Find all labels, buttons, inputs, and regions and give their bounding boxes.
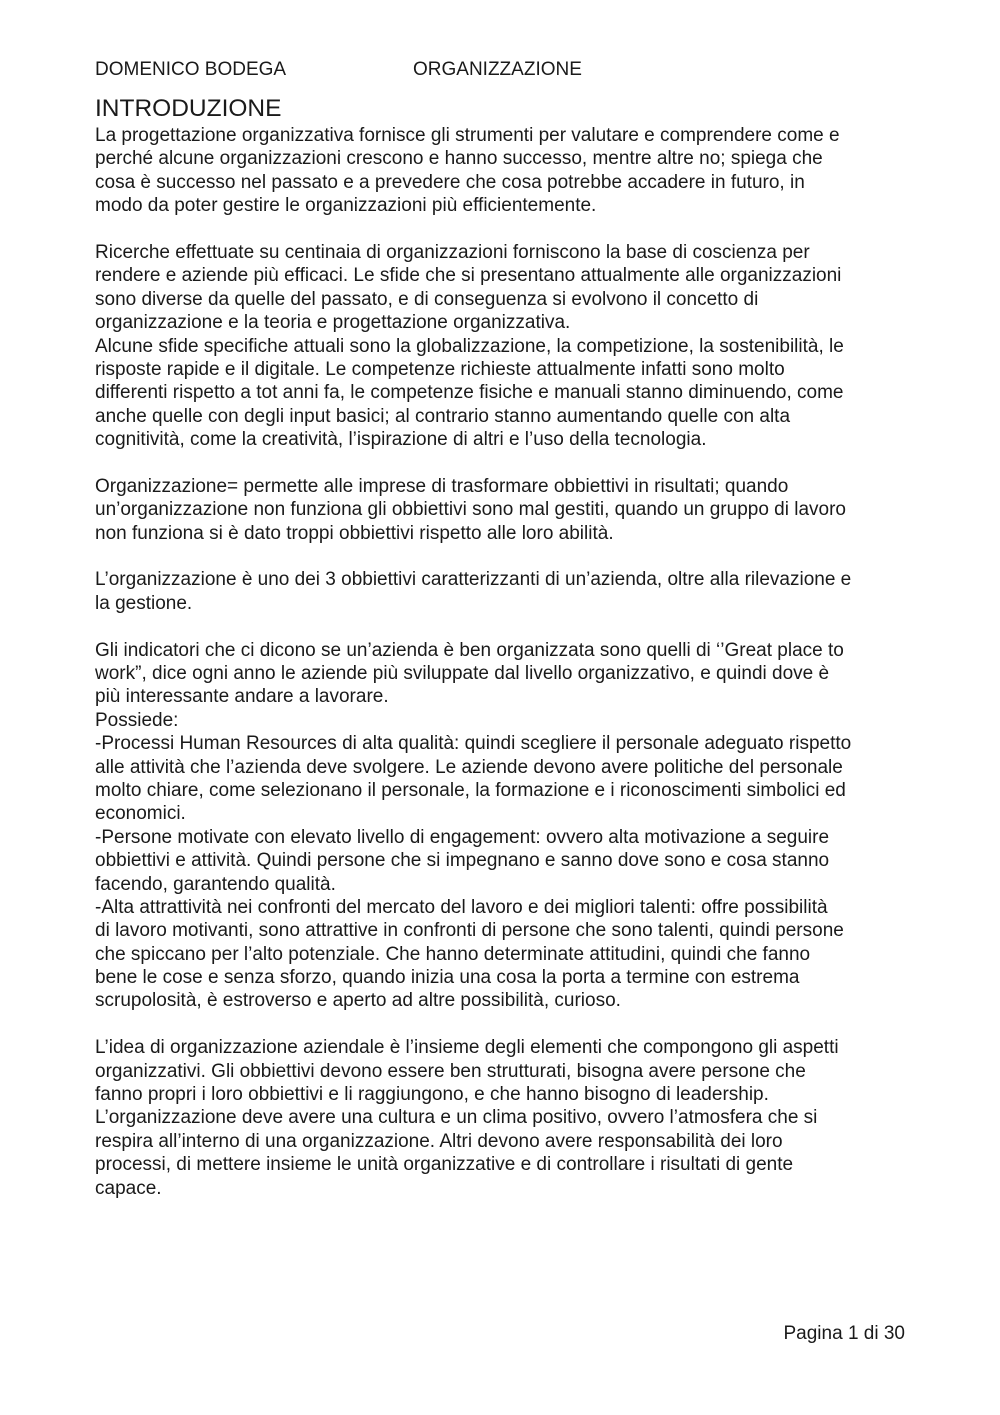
text-line: che spiccano per l’alto potenziale. Che hanno determinate attitudini, quindi che fanno bbox=[95, 943, 811, 965]
text-line: Organizzazione= permette alle imprese di trasformare obbiettivi in risultati; quando bbox=[95, 475, 789, 497]
text-line: anche quelle con degli input basici; al contrario stanno aumentando quelle con alta bbox=[95, 405, 791, 427]
document-body bbox=[95, 124, 910, 1200]
header-author: DOMENICO BODEGA bbox=[95, 59, 287, 80]
text-line: -Alta attrattività nei confronti del mercato del lavoro e dei migliori talenti: offre possibilità bbox=[95, 896, 828, 918]
text-line: facendo, garantendo qualità. bbox=[95, 873, 336, 895]
text-line: molto chiare, come selezionano il personale, la formazione e i riconoscimenti simbolici ed bbox=[95, 779, 846, 801]
text-line: Gli indicatori che ci dicono se un’azienda è ben organizzata sono quelli di ‘’Great place to bbox=[95, 639, 844, 661]
text-line: obbiettivi e attività. Quindi persone che si impegnano e sanno dove sono e cosa stanno bbox=[95, 850, 830, 872]
paragraph bbox=[95, 475, 910, 545]
text-line: -Processi Human Resources di alta qualità: quindi scegliere il personale adeguato rispetto bbox=[95, 733, 852, 755]
text-line: sono diverse da quelle del passato, e di conseguenza si evolvono il concetto di bbox=[95, 288, 759, 310]
text-line: fanno propri i loro obbiettivi e li raggiungono, e che hanno bisogno di leadership. bbox=[95, 1084, 769, 1106]
text-line: L’idea di organizzazione aziendale è l’insieme degli elementi che compongono gli aspetti bbox=[95, 1037, 839, 1059]
paragraph bbox=[95, 639, 910, 1013]
text-line: bene le cose e senza sforzo, quando inizia una cosa la porta a termine con estrema bbox=[95, 967, 800, 989]
text-line: perché alcune organizzazioni crescono e hanno successo, mentre altre no; spiega che bbox=[95, 148, 823, 170]
text-line: scrupolosità, è estroverso e aperto ad altre possibilità, curioso. bbox=[95, 990, 621, 1012]
text-line: work”, dice ogni anno le aziende più sviluppate dal livello organizzativo, e quindi dove è bbox=[95, 662, 830, 684]
header-subject: ORGANIZZAZIONE bbox=[413, 59, 582, 80]
section-title: INTRODUZIONE bbox=[95, 95, 282, 122]
paragraph-spacer bbox=[95, 218, 910, 241]
text-line: La progettazione organizzativa fornisce gli strumenti per valutare e comprendere come e bbox=[95, 125, 840, 146]
page-number: Pagina 1 di 30 bbox=[783, 1323, 905, 1344]
text-line: risposte rapide e il digitale. Le competenze richieste attualmente infatti sono molto bbox=[95, 358, 785, 380]
text-line: Ricerche effettuate su centinaia di organizzazioni forniscono la base di coscienza per bbox=[95, 241, 810, 263]
text-line: cosa è successo nel passato e a prevedere che cosa potrebbe accadere in futuro, in bbox=[95, 171, 805, 193]
text-line: L’organizzazione deve avere una cultura e un clima positivo, ovvero l’atmosfera che si bbox=[95, 1107, 818, 1129]
text-line: economici. bbox=[95, 803, 186, 825]
text-line: modo da poter gestire le organizzazioni più efficientemente. bbox=[95, 195, 597, 217]
text-line: non funziona si è dato troppi obbiettivi rispetto alle loro abilità. bbox=[95, 522, 614, 544]
text-line: respira all’interno di una organizzazione. Altri devono avere responsabilità dei loro bbox=[95, 1130, 783, 1152]
paragraph bbox=[95, 241, 910, 452]
text-line: capace. bbox=[95, 1177, 162, 1199]
paragraph-spacer bbox=[95, 451, 910, 474]
text-line: Possiede: bbox=[95, 709, 179, 731]
page-header bbox=[95, 58, 582, 82]
text-line: organizzativi. Gli obbiettivi devono essere ben strutturati, bisogna avere persone che bbox=[95, 1060, 806, 1082]
text-line: la gestione. bbox=[95, 592, 193, 614]
paragraph bbox=[95, 1036, 910, 1200]
text-line: alle attività che l’azienda deve svolgere. Le aziende devono avere politiche del personale bbox=[95, 756, 843, 778]
paragraph bbox=[95, 124, 910, 218]
paragraph-spacer bbox=[95, 545, 910, 568]
text-line: -Persone motivate con elevato livello di engagement: ovvero alta motivazione a seguire bbox=[95, 826, 830, 848]
paragraph-spacer bbox=[95, 615, 910, 638]
text-line: differenti rispetto a tot anni fa, le competenze fisiche e manuali stanno diminuendo, come bbox=[95, 382, 844, 404]
text-line: Alcune sfide specifiche attuali sono la globalizzazione, la competizione, la sostenibilità, le bbox=[95, 335, 844, 357]
text-line: L’organizzazione è uno dei 3 obbiettivi caratterizzanti di un’azienda, oltre alla rilevazione e bbox=[95, 569, 852, 591]
text-line: organizzazione e la teoria e progettazione organizzativa. bbox=[95, 312, 571, 334]
text-line: cognitività, come la creatività, l’ispirazione di altri e l’uso della tecnologia. bbox=[95, 429, 707, 451]
text-line: di lavoro motivanti, sono attrattive in confronti di persone che sono talenti, quindi persone bbox=[95, 920, 844, 942]
paragraph bbox=[95, 568, 910, 615]
text-line: più interessante andare a lavorare. bbox=[95, 686, 389, 708]
paragraph-spacer bbox=[95, 1013, 910, 1036]
text-line: rendere e aziende più efficaci. Le sfide che si presentano attualmente alle organizzazioni bbox=[95, 265, 842, 287]
text-line: processi, di mettere insieme le unità organizzative e di controllare i risultati di gente bbox=[95, 1154, 794, 1176]
text-line: un’organizzazione non funziona gli obbiettivi sono mal gestiti, quando un gruppo di lavoro bbox=[95, 499, 847, 521]
